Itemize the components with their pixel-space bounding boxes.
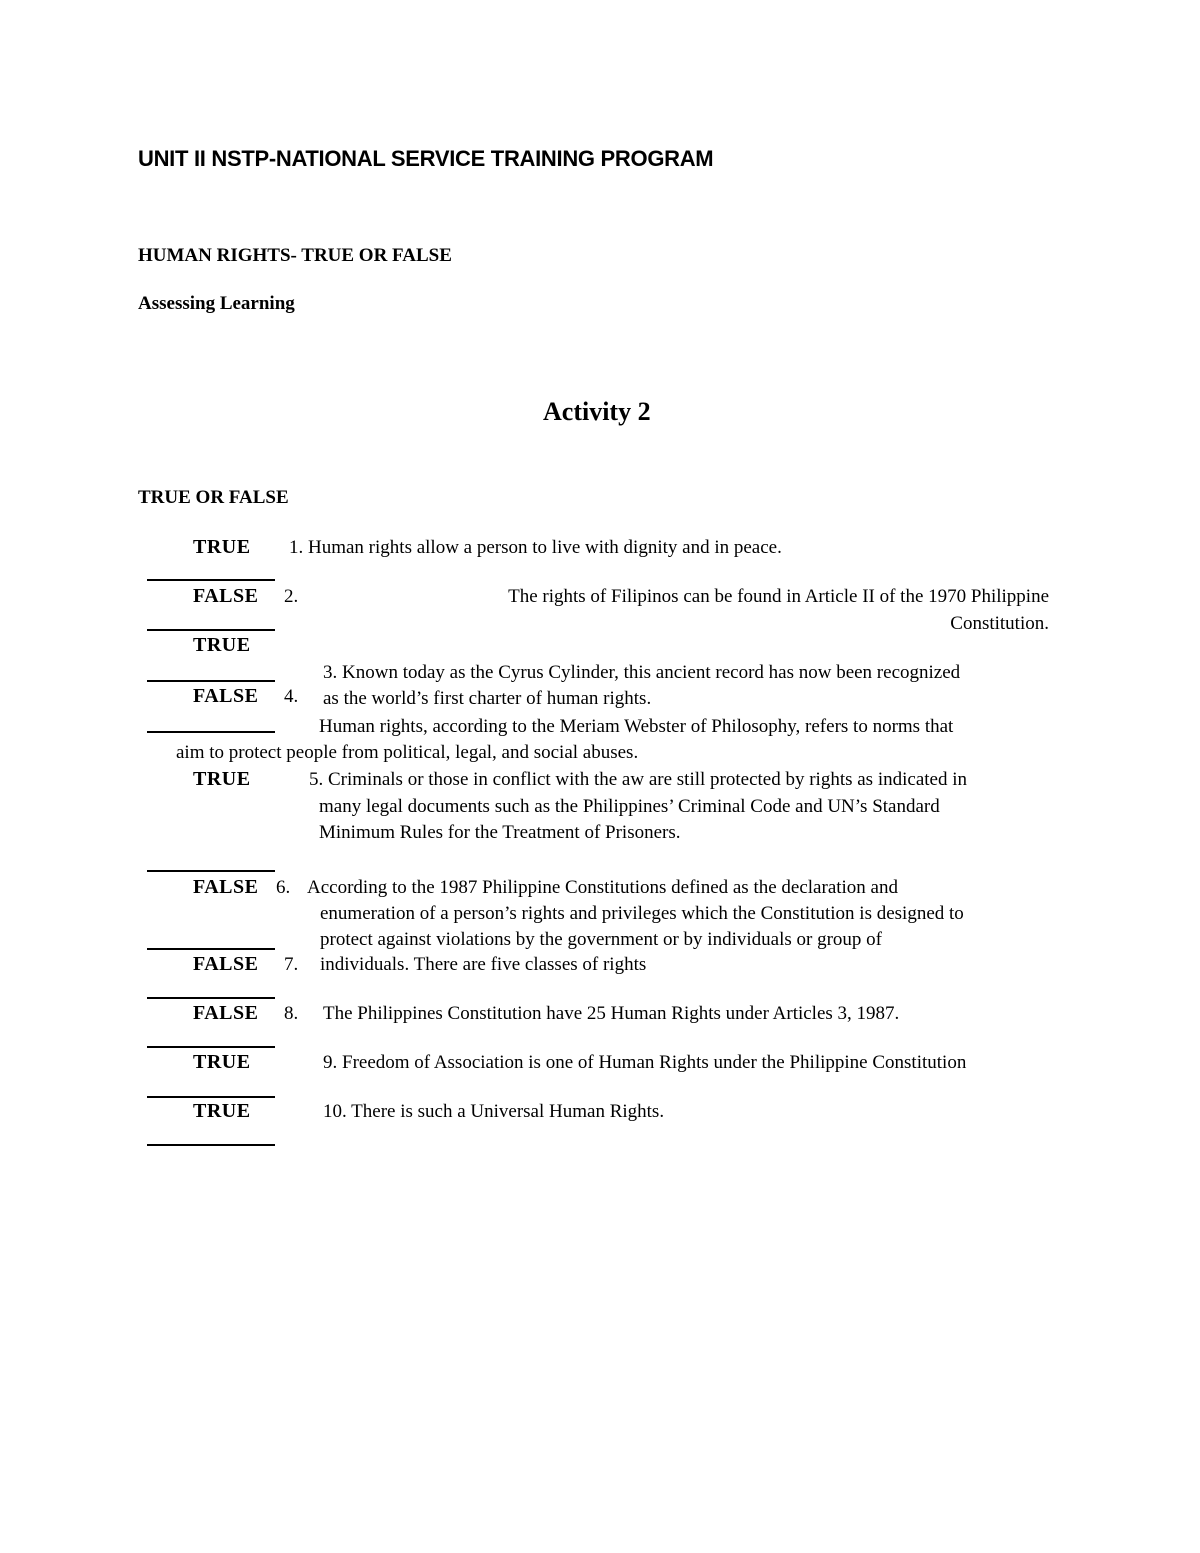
item-number-6: 6.	[276, 877, 291, 898]
question-5-text-line1: 5. Criminals or those in conflict with the aw are still protected by rights as indicated in	[309, 769, 967, 790]
section-title: HUMAN RIGHTS- TRUE OR FALSE	[138, 245, 452, 266]
answer-blank-line	[147, 1144, 275, 1146]
answer-7: FALSE	[193, 953, 259, 975]
question-1-text: 1. Human rights allow a person to live with dignity and in peace.	[289, 537, 782, 558]
subsection-title: Assessing Learning	[138, 293, 295, 314]
answer-blank-line	[147, 731, 275, 733]
answer-1: TRUE	[193, 536, 251, 558]
answer-blank-line	[147, 1096, 275, 1098]
answer-blank-line	[147, 1046, 275, 1048]
question-4-text-line1: Human rights, according to the Meriam Webster of Philosophy, refers to norms that	[319, 716, 954, 737]
answer-blank-line	[147, 870, 275, 872]
question-8-text: The Philippines Constitution have 25 Human Rights under Articles 3, 1987.	[323, 1003, 900, 1024]
question-5-text-line2: many legal documents such as the Philippines’ Criminal Code and UN’s Standard	[319, 796, 940, 817]
question-2-text-line2: Constitution.	[950, 613, 1049, 634]
answer-9: TRUE	[193, 1051, 251, 1073]
answer-blank-line	[147, 948, 275, 950]
item-number-4: 4.	[284, 686, 299, 707]
question-6-text-line1: According to the 1987 Philippine Constitutions defined as the declaration and	[307, 877, 898, 898]
question-3-text-line1: 3. Known today as the Cyrus Cylinder, this ancient record has now been recognized	[323, 662, 961, 683]
answer-8: FALSE	[193, 1002, 259, 1024]
answer-10: TRUE	[193, 1100, 251, 1122]
question-6-text-line3: protect against violations by the government or by individuals or group of	[320, 929, 882, 950]
item-number-8: 8.	[284, 1003, 299, 1024]
answer-blank-line	[147, 680, 275, 682]
answer-blank-line	[147, 579, 275, 581]
answer-5: TRUE	[193, 768, 251, 790]
answer-2: FALSE	[193, 585, 259, 607]
question-9-text: 9. Freedom of Association is one of Human Rights under the Philippine Constitution	[323, 1052, 967, 1073]
item-number-2: 2.	[284, 586, 299, 607]
answer-blank-line	[147, 629, 275, 631]
activity-title: Activity 2	[543, 397, 651, 426]
question-6-text-line2: enumeration of a person’s rights and privileges which the Constitution is designed to	[320, 903, 964, 924]
unit-title: UNIT II NSTP-NATIONAL SERVICE TRAINING PROGRAM	[138, 146, 714, 171]
answer-6: FALSE	[193, 876, 259, 898]
question-6-text-line4: individuals. There are five classes of rights	[320, 954, 647, 975]
answer-blank-line	[147, 997, 275, 999]
question-2-text-line1: The rights of Filipinos can be found in Article II of the 1970 Philippine	[508, 586, 1049, 607]
answer-3: TRUE	[193, 634, 251, 656]
question-3-text-line2: as the world’s first charter of human rights.	[323, 688, 652, 709]
instructions-title: TRUE OR FALSE	[138, 487, 289, 508]
question-10-text: 10. There is such a Universal Human Rights.	[323, 1101, 665, 1122]
question-4-text-line2: aim to protect people from political, legal, and social abuses.	[176, 742, 639, 763]
answer-4: FALSE	[193, 685, 259, 707]
question-5-text-line3: Minimum Rules for the Treatment of Prisoners.	[319, 822, 681, 843]
item-number-7: 7.	[284, 954, 299, 975]
